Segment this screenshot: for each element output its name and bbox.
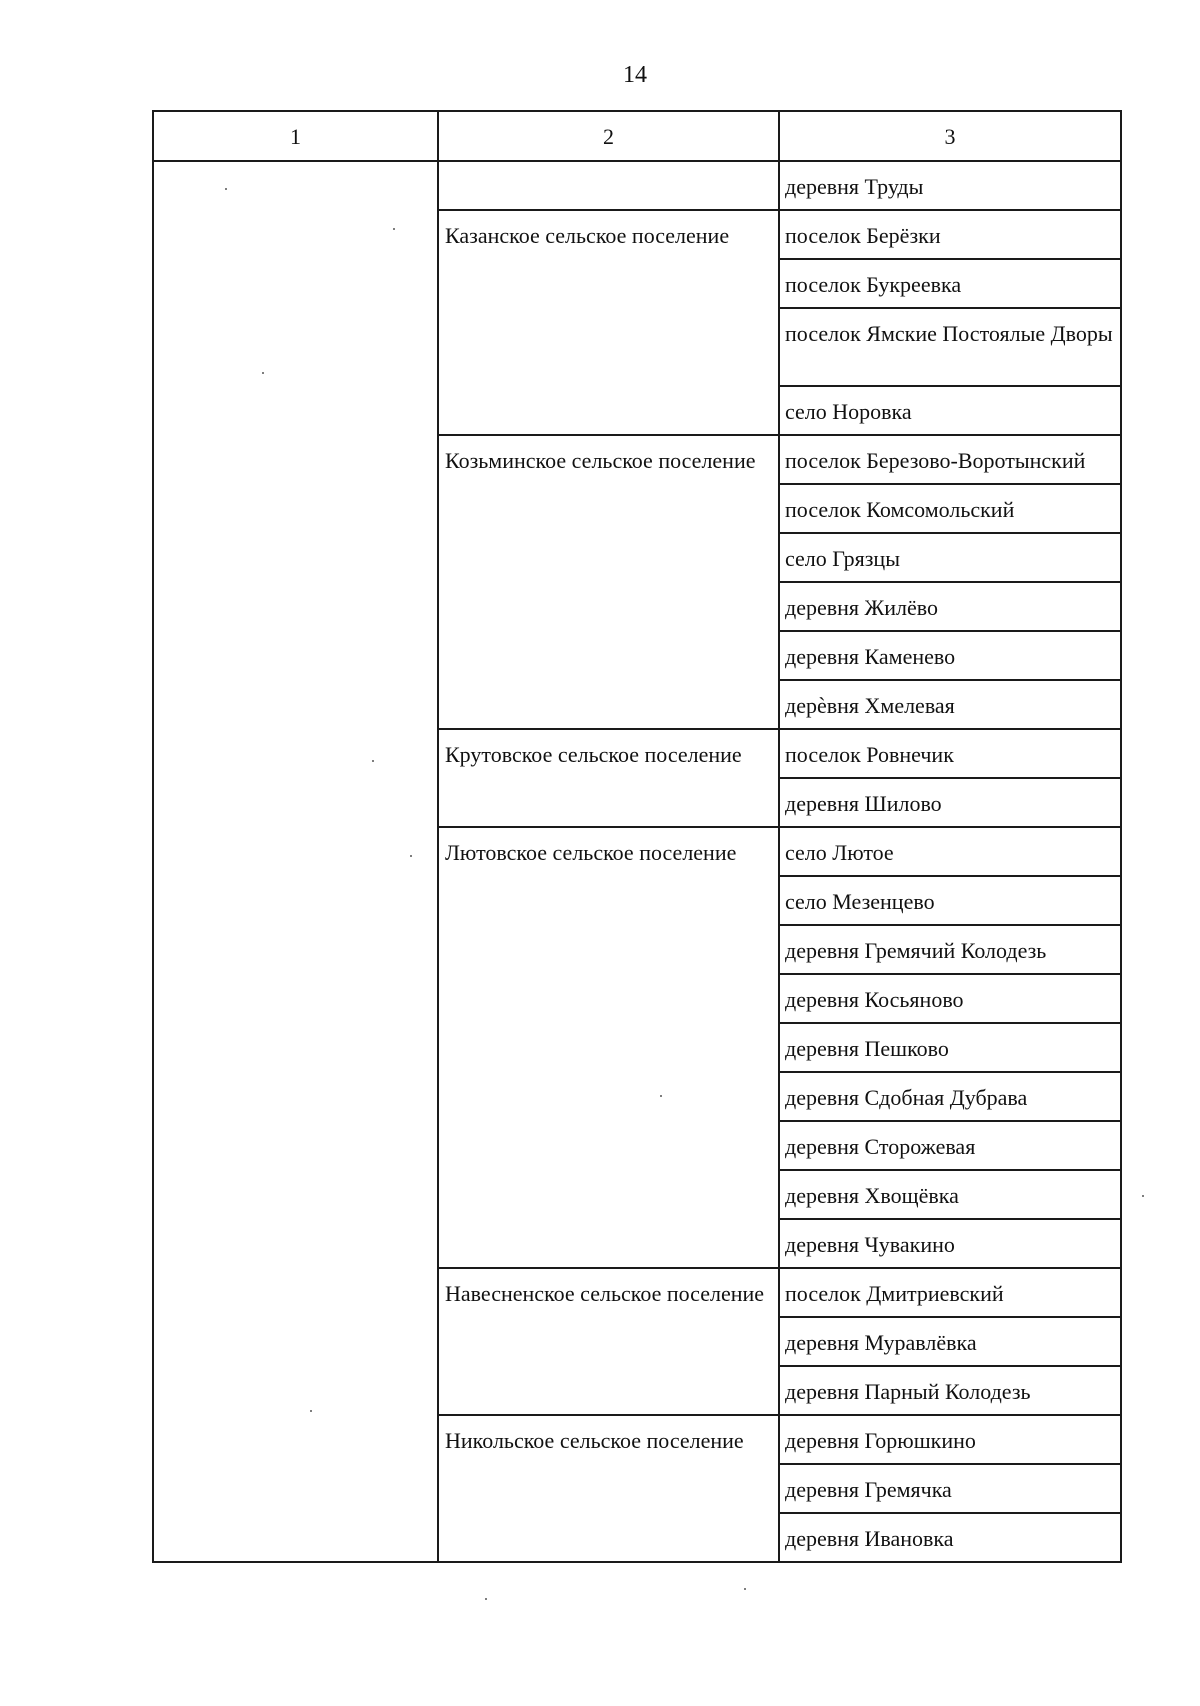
scan-speck <box>410 855 412 857</box>
settlements-table <box>152 110 1122 1563</box>
scan-speck <box>225 188 227 190</box>
municipality-cell: Крутовское сельское поселение <box>438 729 779 827</box>
settlement-cell: дерѐвня Хмелевая <box>779 680 1121 729</box>
municipality-cell: Никольское сельское поселение <box>438 1415 779 1562</box>
settlement-cell: село Грязцы <box>779 533 1121 582</box>
municipality-cell: Лютовское сельское поселение <box>438 827 779 1268</box>
settlement-cell: поселок Березово-Воротынский <box>779 435 1121 484</box>
settlement-cell: поселок Дмитриевский <box>779 1268 1121 1317</box>
scan-speck <box>1142 1195 1144 1197</box>
settlement-cell: поселок Ямские Постоялые Дворы <box>779 308 1121 386</box>
table-body <box>153 161 1121 1562</box>
settlement-cell: поселок Берёзки <box>779 210 1121 259</box>
settlement-cell: поселок Букреевка <box>779 259 1121 308</box>
scan-speck <box>310 1410 312 1412</box>
column-header-1: 1 <box>153 111 438 161</box>
header-row <box>153 111 1121 161</box>
municipality-cell: Козьминское сельское поселение <box>438 435 779 729</box>
municipality-cell <box>438 161 779 210</box>
scan-speck <box>393 228 395 230</box>
settlement-cell: поселок Ровнечик <box>779 729 1121 778</box>
settlement-cell: деревня Чувакино <box>779 1219 1121 1268</box>
scan-speck <box>262 372 264 374</box>
column-1-cell <box>153 161 438 1562</box>
settlement-cell: деревня Косьяново <box>779 974 1121 1023</box>
municipality-cell: Казанское сельское поселение <box>438 210 779 435</box>
column-header-2: 2 <box>438 111 779 161</box>
settlement-cell: деревня Муравлёвка <box>779 1317 1121 1366</box>
settlement-cell: село Норовка <box>779 386 1121 435</box>
settlement-cell: деревня Сдобная Дубрава <box>779 1072 1121 1121</box>
settlement-cell: село Мезенцево <box>779 876 1121 925</box>
table-header <box>153 111 1121 161</box>
settlement-cell: деревня Пешково <box>779 1023 1121 1072</box>
settlement-cell: деревня Шилово <box>779 778 1121 827</box>
settlement-cell: село Лютое <box>779 827 1121 876</box>
settlement-cell: деревня Гремячий Колодезь <box>779 925 1121 974</box>
settlement-cell: деревня Жилёво <box>779 582 1121 631</box>
settlement-cell: деревня Парный Колодезь <box>779 1366 1121 1415</box>
scan-speck <box>744 1588 746 1590</box>
settlement-cell: поселок Комсомольский <box>779 484 1121 533</box>
page-number: 14 <box>623 62 647 88</box>
settlement-cell: деревня Гремячка <box>779 1464 1121 1513</box>
settlement-cell: деревня Горюшкино <box>779 1415 1121 1464</box>
table-row <box>153 161 1121 210</box>
scan-speck <box>485 1598 487 1600</box>
settlement-cell: деревня Труды <box>779 161 1121 210</box>
column-header-3: 3 <box>779 111 1121 161</box>
settlement-cell: деревня Сторожевая <box>779 1121 1121 1170</box>
scan-speck <box>660 1095 662 1097</box>
municipality-cell: Навесненское сельское поселение <box>438 1268 779 1415</box>
scan-speck <box>372 760 374 762</box>
settlement-cell: деревня Хвощёвка <box>779 1170 1121 1219</box>
settlement-cell: деревня Каменево <box>779 631 1121 680</box>
settlement-cell: деревня Ивановка <box>779 1513 1121 1562</box>
